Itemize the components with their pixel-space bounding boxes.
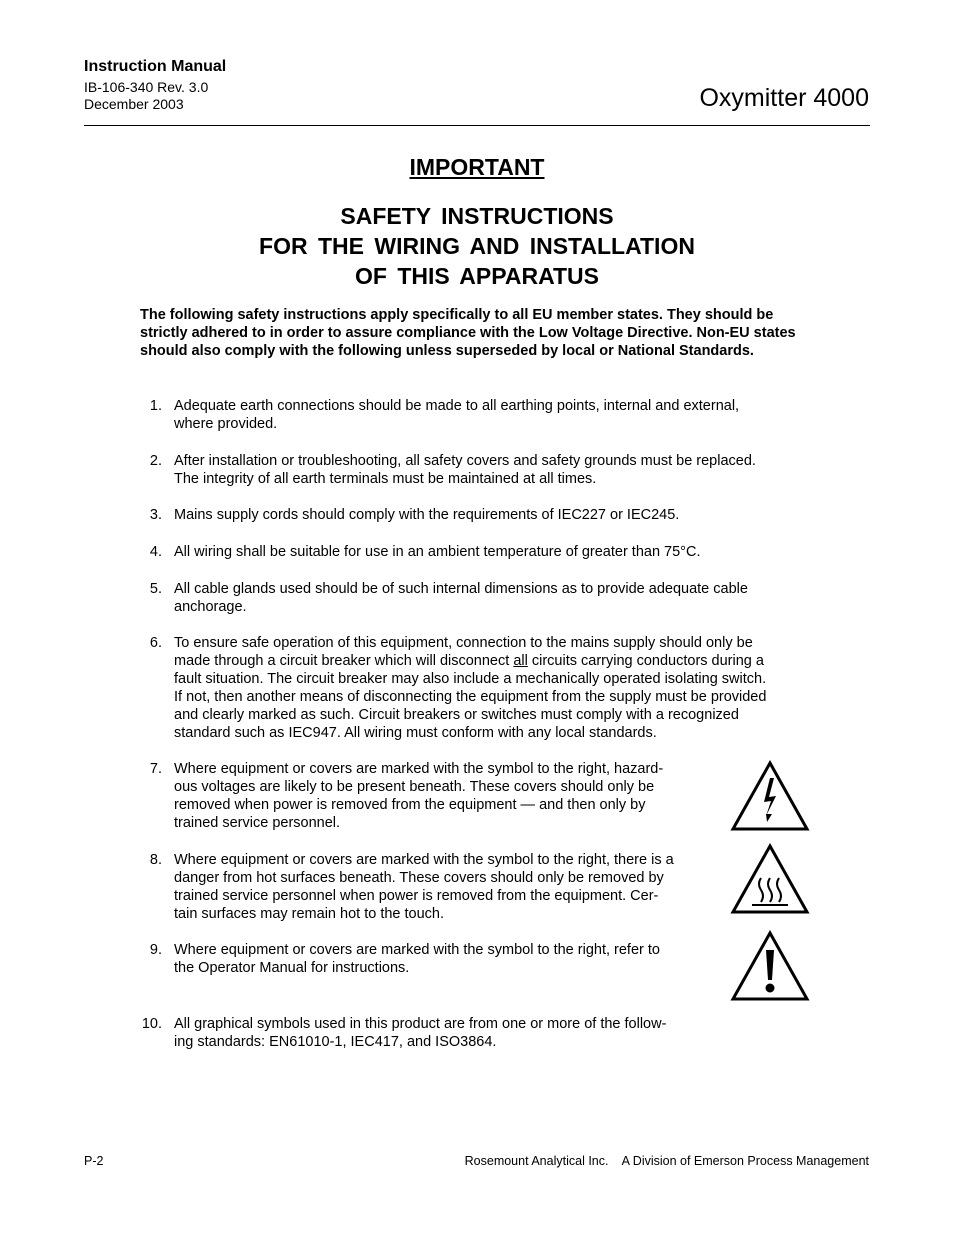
item-number: 2.: [149, 453, 162, 469]
item-text: [174, 760, 663, 832]
item-text: [174, 851, 674, 923]
item-text: [174, 543, 700, 561]
item-text: [174, 506, 679, 524]
item-number: 1.: [149, 398, 162, 414]
item-line: trained service personnel when power is removed from the equipment. Cer-: [174, 888, 659, 904]
safety-heading-line: SAFETY INSTRUCTIONS: [340, 203, 614, 229]
item-line: All graphical symbols used in this product are from one or more of the follow-: [174, 1016, 667, 1032]
item-line: Where equipment or covers are marked with the symbol to the right, refer to: [174, 942, 660, 958]
item-number: 5.: [149, 581, 162, 597]
document-number: IB-106-340 Rev. 3.0: [84, 79, 209, 95]
item-line: anchorage.: [174, 599, 247, 615]
manual-label: Instruction Manual: [84, 58, 227, 75]
company-footer: Rosemount Analytical Inc. A Division of Emerson Process Management: [464, 1154, 869, 1168]
product-name: Oxymitter 4000: [699, 84, 869, 112]
item-line-part: made through a circuit breaker which will disconnect: [174, 653, 514, 669]
item-line: the Operator Manual for instructions.: [174, 960, 410, 976]
item-text: [174, 941, 660, 977]
item-number: 9.: [149, 942, 162, 958]
item-line: Where equipment or covers are marked with the symbol to the right, hazard-: [174, 761, 664, 777]
item-line: To ensure safe operation of this equipment, connection to the mains supply should only be: [174, 635, 753, 651]
safety-heading-line: FOR THE WIRING AND INSTALLATION: [259, 233, 695, 259]
item-line: If not, then another means of disconnecting the equipment from the supply must be provided: [174, 689, 767, 705]
item-line: ing standards: EN61010-1, IEC417, and ISO3864.: [174, 1034, 497, 1050]
document-date: December 2003: [84, 96, 184, 112]
item-line: and clearly marked as such. Circuit breakers or switches must comply with a recognized: [174, 707, 739, 723]
underlined-word: all: [513, 653, 528, 669]
caution-icon: [730, 930, 810, 1002]
item-line: removed when power is removed from the equipment — and then only by: [174, 797, 646, 813]
item-line: ous voltages are likely to be present beneath. These covers should only be: [174, 779, 655, 795]
item-line: danger from hot surfaces beneath. These covers should only be removed by: [174, 870, 664, 886]
item-text: [174, 397, 739, 433]
item-line-part: circuits carrying conductors during a: [527, 653, 764, 669]
item-line: The integrity of all earth terminals must be maintained at all times.: [174, 471, 597, 487]
item-line: fault situation. The circuit breaker may also include a mechanically operated isolating switch.: [174, 671, 767, 687]
item-line: All cable glands used should be of such internal dimensions as to provide adequate cable: [174, 581, 748, 597]
item-number: 7.: [149, 761, 162, 777]
item-line: Mains supply cords should comply with the requirements of IEC227 or IEC245.: [174, 507, 680, 523]
item-line: Adequate earth connections should be made to all earthing points, internal and external,: [174, 398, 740, 414]
item-number: 4.: [149, 544, 162, 560]
item-number: 8.: [149, 852, 162, 868]
item-line: standard such as IEC947. All wiring must conform with any local standards.: [174, 725, 657, 741]
item-line: All wiring shall be suitable for use in an ambient temperature of greater than 75°C.: [174, 544, 701, 560]
item-line: After installation or troubleshooting, all safety covers and safety grounds must be replaced.: [174, 453, 756, 469]
hot-surface-icon: [730, 843, 810, 915]
intro-paragraph: The following safety instructions apply specifically to all EU member states. They should be strictly adhered to in order to assure compliance with the Low Voltage Directive. Non-EU states should also comply with the following unless superseded by local or National Standards.: [140, 307, 796, 359]
item-number: 10.: [141, 1016, 162, 1032]
item-line: where provided.: [174, 416, 278, 432]
item-number: 6.: [149, 635, 162, 651]
header-divider: [84, 125, 870, 126]
page-number: P-2: [84, 1154, 104, 1168]
safety-heading-line: OF THIS APPARATUS: [355, 263, 599, 289]
item-text: [174, 634, 766, 742]
item-text: [174, 452, 756, 488]
item-line: trained service personnel.: [174, 815, 341, 831]
item-line: Where equipment or covers are marked with the symbol to the right, there is a: [174, 852, 674, 868]
item-number: 3.: [149, 507, 162, 523]
safety-heading: [0, 201, 954, 291]
item-line: tain surfaces may remain hot to the touch.: [174, 906, 444, 922]
electrical-hazard-icon: [730, 760, 810, 832]
item-text: [174, 580, 748, 616]
item-line: [174, 652, 766, 670]
item-text: [174, 1015, 666, 1051]
important-heading: IMPORTANT: [409, 154, 545, 180]
